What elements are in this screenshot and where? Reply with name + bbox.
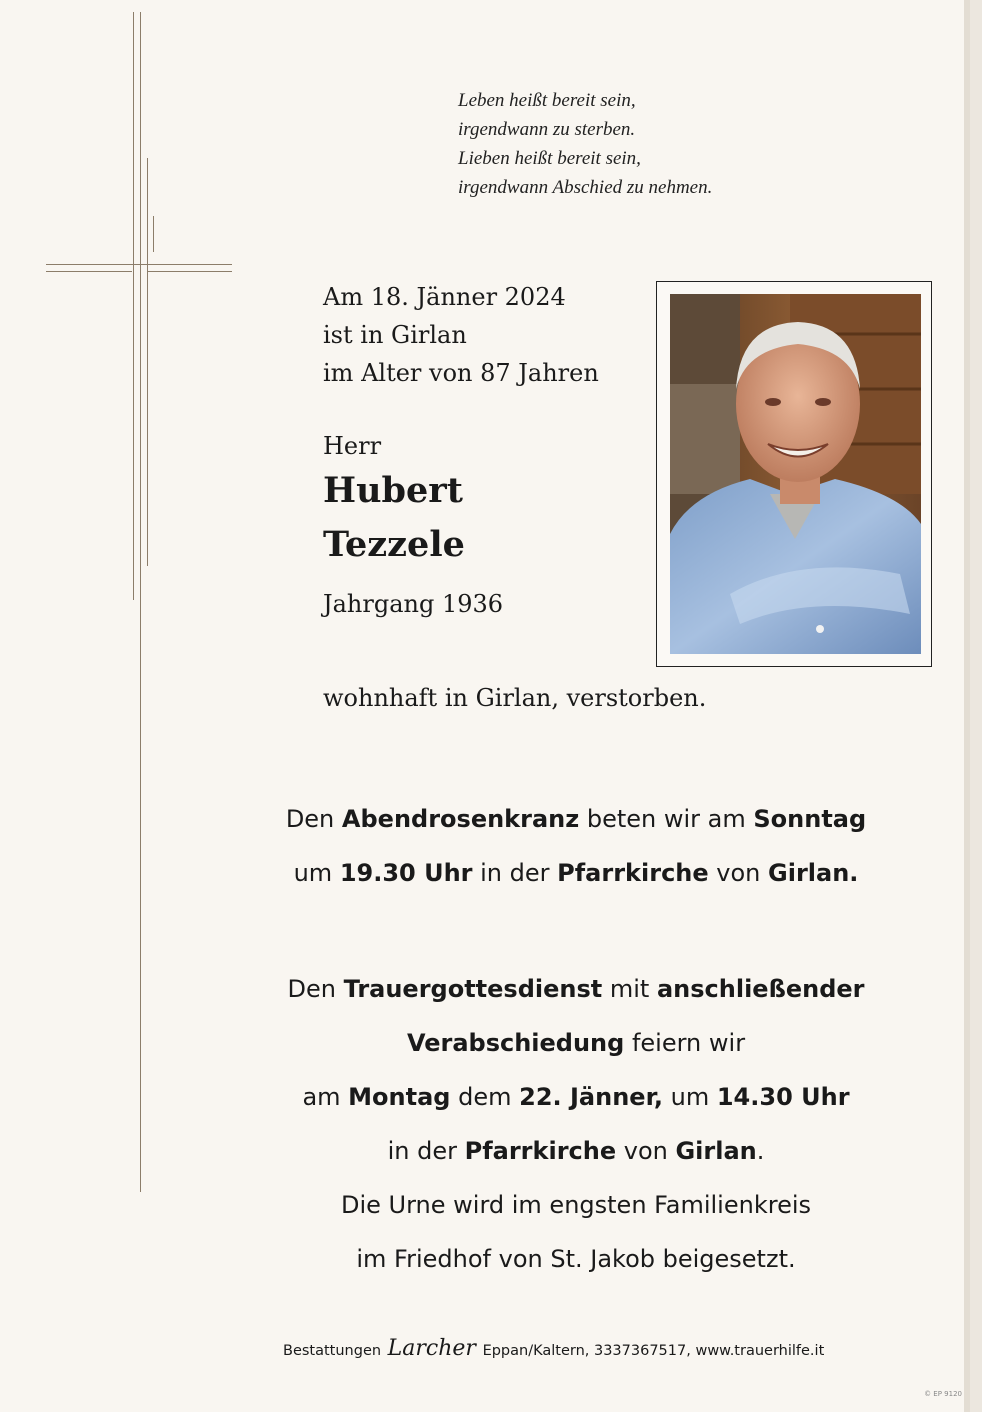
rosary-line-1: Den Abendrosenkranz beten wir am Sonntag <box>285 805 867 833</box>
service-line-5: Die Urne wird im engsten Familienkreis <box>340 1191 811 1219</box>
salutation: Herr <box>323 432 382 460</box>
poem-line: irgendwann Abschied zu nehmen. <box>458 177 713 198</box>
funeral-home-footer <box>283 1336 824 1361</box>
service-line-1: Den Trauergottesdienst mit anschließender <box>287 975 865 1003</box>
poem <box>458 86 712 202</box>
service-line-2: Verabschiedung feiern wir <box>406 1029 746 1057</box>
last-name: Tezzele <box>323 524 465 565</box>
rosary-announcement <box>270 792 882 900</box>
service-line-3: am Montag dem 22. Jänner, um 14.30 Uhr <box>302 1083 850 1111</box>
service-line-6: im Friedhof von St. Jakob beigesetzt. <box>356 1245 796 1273</box>
funeral-home-logo: Larcher <box>387 1336 476 1361</box>
footer-contact: Eppan/Kaltern, 3337367517, www.trauerhilfe.it <box>482 1343 825 1359</box>
poem-line: irgendwann zu sterben. <box>458 119 636 140</box>
death-notice-intro <box>323 278 599 392</box>
funeral-service-announcement <box>270 962 882 1286</box>
rosary-line-2: um 19.30 Uhr in der Pfarrkirche von Girlan. <box>293 859 859 887</box>
first-name: Hubert <box>323 470 463 511</box>
footer-prefix: Bestattungen <box>283 1343 382 1359</box>
residence-line: wohnhaft in Girlan, verstorben. <box>323 684 707 712</box>
intro-line: ist in Girlan <box>323 321 467 349</box>
intro-line: im Alter von 87 Jahren <box>323 359 599 387</box>
service-line-4: in der Pfarrkirche von Girlan. <box>387 1137 765 1165</box>
poem-line: Lieben heißt bereit sein, <box>458 148 641 169</box>
print-code: © EP 9120 <box>924 1390 962 1398</box>
poem-line: Leben heißt bereit sein, <box>458 90 636 111</box>
birth-year: Jahrgang 1936 <box>323 590 504 618</box>
portrait-photo <box>670 294 921 654</box>
intro-line: Am 18. Jänner 2024 <box>323 283 566 311</box>
